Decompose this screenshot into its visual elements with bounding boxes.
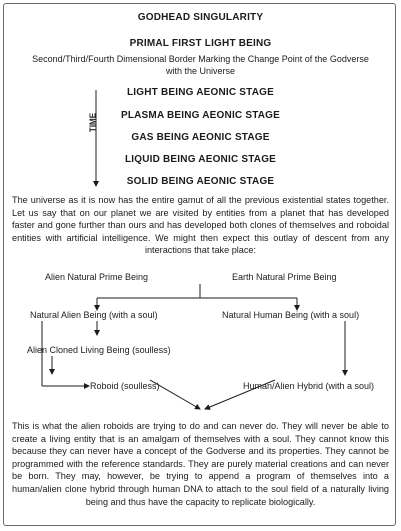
time-axis-label: TIME [88,112,98,133]
stage-liquid: LIQUID BEING AEONIC STAGE [124,154,277,165]
dimensional-border-text: Second/Third/Fourth Dimensional Border Marking the Change Point of the Godverse with the Universe [32,54,369,76]
stage-solid: SOLID BEING AEONIC STAGE [126,176,275,187]
hybrid-node: Human/Alien Hybrid (with a soul) [243,381,375,391]
alien-soul-node: Natural Alien Being (with a soul) [30,310,158,320]
godhead-title: GODHEAD SINGULARITY [137,12,264,23]
stage-light: LIGHT BEING AEONIC STAGE [126,87,275,98]
closing-paragraph: This is what the alien roboids are trying to do and can never do. They will never be able to create a living entity that is an amalgam of themselves with a soul. They cannot know this because they can never have a concept of the Godverse and its properties. They cannot be programmed with the reference standards. They are purely material creations and can never be born. They may, however, be trying to append a program of themselves into a human/alien clone hybrid through human DNA to attach to the soul field of a naturally living being and thus have the capacity to replicate biologically. [12,421,389,507]
stage-plasma: PLASMA BEING AEONIC STAGE [120,110,281,121]
earth-prime-node: Earth Natural Prime Being [232,272,337,282]
alien-prime-node: Alien Natural Prime Being [45,272,149,282]
stage-gas: GAS BEING AEONIC STAGE [131,132,270,143]
primal-subtitle: PRIMAL FIRST LIGHT BEING [129,38,272,49]
human-soul-node: Natural Human Being (with a soul) [222,310,360,320]
cloned-being-node: Alien Cloned Living Being (soulless) [27,345,171,355]
roboid-node: Roboid (soulless) [90,381,160,391]
intro-paragraph: The universe as it is now has the entire gamut of all the previous existential states together. Let us say that on our planet we are visited by entities from a planet that has developed faster and gone further than ours and has developed both clones of themselves and roboidal entities with artificial intelligence. We might then expect this outlay of descent from any interactions that take place: [12,195,389,256]
